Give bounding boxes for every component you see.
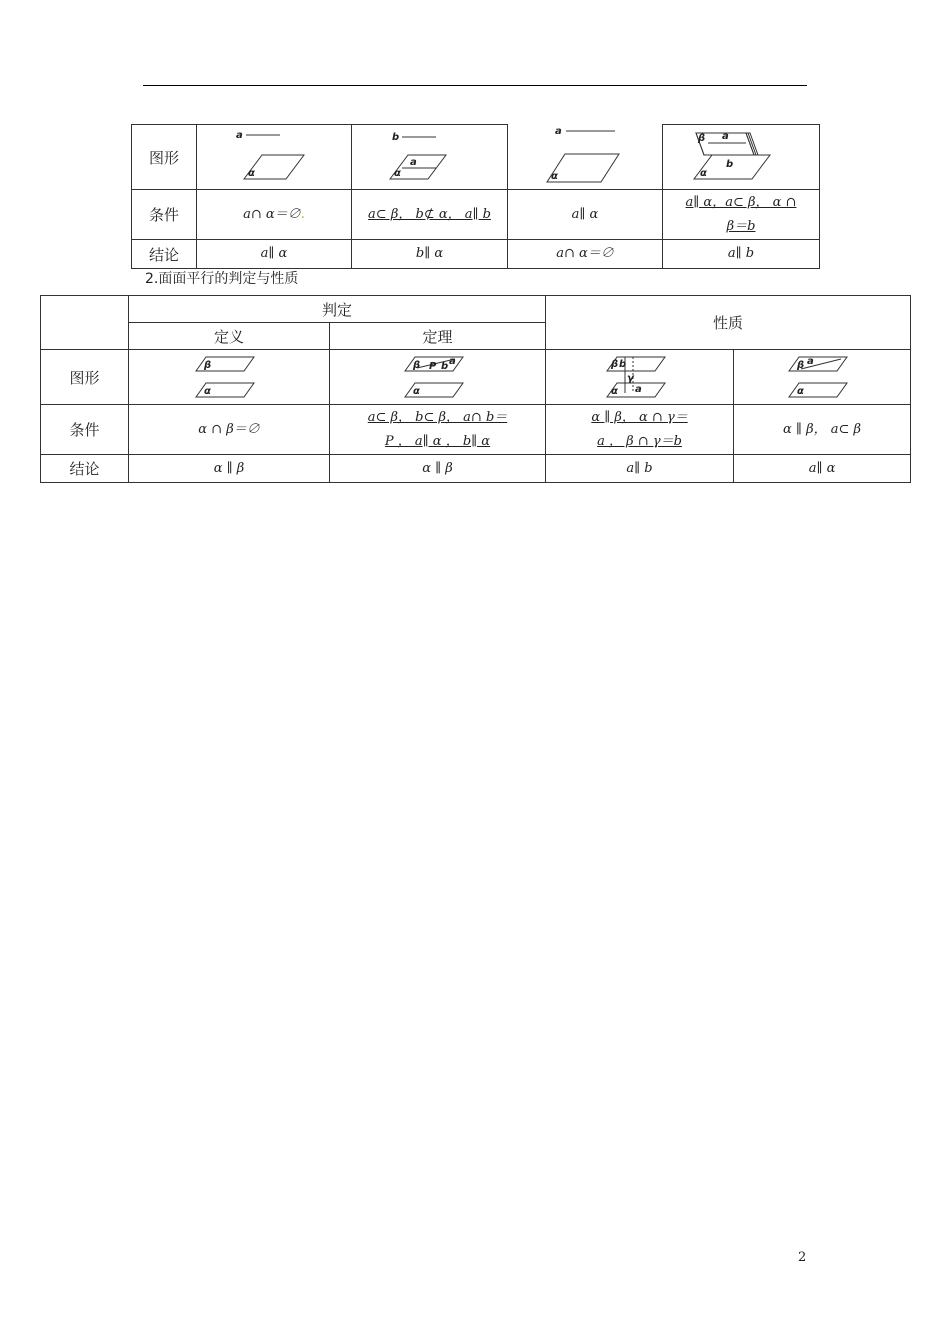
svg-text:a: a <box>722 131 729 142</box>
conclusion-3: a∩ α＝∅ <box>508 240 663 269</box>
conclusion-4: a∥ b <box>663 240 820 269</box>
svg-text:b: b <box>391 132 399 143</box>
figure-parallel-planes-def <box>129 350 330 405</box>
svg-text:α: α <box>412 386 420 397</box>
header-theorem: 定理 <box>330 323 546 350</box>
line-plane-parallel-table <box>131 124 820 269</box>
svg-text:a: a <box>634 384 642 395</box>
corner-cell <box>41 296 129 350</box>
row-header-figure: 图形 <box>132 125 197 190</box>
svg-text:β: β <box>610 359 618 370</box>
page-number: 2 <box>798 1250 807 1265</box>
section-title: 2.面面平行的判定与性质 <box>145 271 299 287</box>
svg-text:a: a <box>409 157 417 168</box>
plane-conclusion-3: a∥ b <box>546 455 734 483</box>
row-header-condition: 条件 <box>132 190 197 240</box>
plane-conclusion-1: α ∥ β <box>129 455 330 483</box>
svg-text:a: a <box>807 356 814 367</box>
condition-1: a∩ α＝∅. <box>197 190 352 240</box>
svg-text:β: β <box>797 360 805 371</box>
svg-text:β: β <box>204 360 212 371</box>
svg-text:α: α <box>700 168 707 179</box>
svg-text:a: a <box>555 125 562 137</box>
svg-text:β: β <box>412 360 420 371</box>
row-header-conclusion: 结论 <box>41 455 129 483</box>
condition-3: a∥ α <box>508 190 663 240</box>
svg-text:α: α <box>204 386 211 397</box>
plane-condition-1: α ∩ β＝∅ <box>129 405 330 455</box>
row-header-figure: 图形 <box>41 350 129 405</box>
condition-2: a⊂ β， b⊄ α， a∥ b <box>352 190 508 240</box>
label-a: a <box>236 130 243 141</box>
figure-line-parallel-to-line-in-plane <box>352 125 508 190</box>
svg-text:α: α <box>610 386 618 397</box>
svg-text:γ: γ <box>626 373 634 384</box>
header-judge: 判定 <box>129 296 546 323</box>
svg-text:b: b <box>618 359 626 370</box>
plane-plane-parallel-table <box>40 295 911 483</box>
condition-4: a∥ α，a⊂ β， α ∩ β＝b <box>663 190 820 240</box>
row-header-conclusion: 结论 <box>132 240 197 269</box>
row-header-condition: 条件 <box>41 405 129 455</box>
plane-condition-4: α ∥ β， a⊂ β <box>734 405 911 455</box>
figure-intersecting-planes <box>663 125 820 190</box>
label-alpha: α <box>248 168 255 179</box>
figure-three-planes <box>546 350 734 405</box>
header-definition: 定义 <box>129 323 330 350</box>
figure-line-outside-plane <box>197 125 352 190</box>
figure-line-parallel-plane <box>508 125 663 190</box>
svg-text:P: P <box>428 361 436 372</box>
svg-text:b: b <box>440 361 448 372</box>
svg-text:α: α <box>551 170 558 182</box>
conclusion-1: a∥ α <box>197 240 352 269</box>
plane-condition-2: a⊂ β， b⊂ β， a∩ b＝ P ， a∥ α ， b∥ α <box>330 405 546 455</box>
header-rule <box>143 85 807 86</box>
figure-parallel-planes-theorem <box>330 350 546 405</box>
svg-text:a: a <box>448 356 456 367</box>
figure-plane-property <box>734 350 911 405</box>
svg-text:α: α <box>797 386 804 397</box>
svg-text:β: β <box>698 133 706 144</box>
header-property: 性质 <box>546 296 911 350</box>
plane-condition-3: α ∥ β， α ∩ γ＝ a ， β ∩ γ＝b <box>546 405 734 455</box>
svg-text:b: b <box>726 159 734 170</box>
conclusion-2: b∥ α <box>352 240 508 269</box>
plane-conclusion-2: α ∥ β <box>330 455 546 483</box>
svg-text:α: α <box>393 168 401 179</box>
plane-conclusion-4: a∥ α <box>734 455 911 483</box>
